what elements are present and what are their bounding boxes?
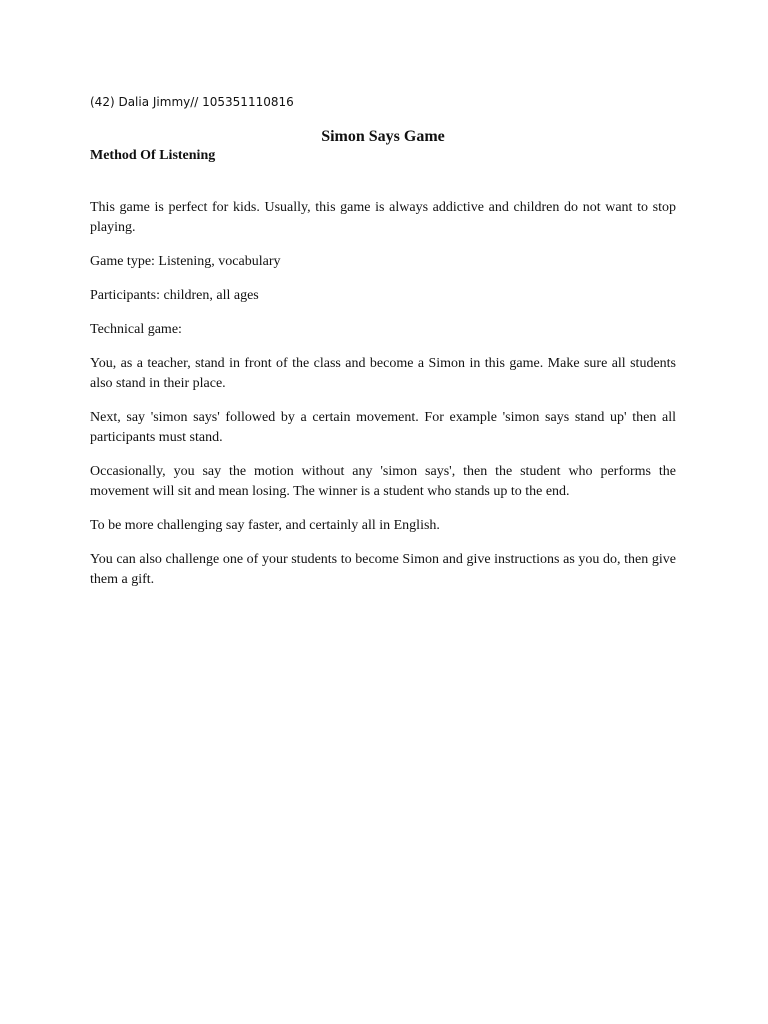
paragraph-game-type: Game type: Listening, vocabulary xyxy=(90,254,281,269)
document-body xyxy=(90,198,676,604)
paragraph-step-3: Occasionally, you say the motion without any 'simon says', then the student who performs the movement will sit and mean losing. The winner is a student who stands up to the end. xyxy=(90,464,676,499)
document-title: Simon Says Game xyxy=(321,128,445,145)
paragraph-step-5: You can also challenge one of your students to become Simon and give instructions as you do, then give them a gift. xyxy=(90,552,676,587)
paragraph-participants: Participants: children, all ages xyxy=(90,288,259,303)
paragraph-intro: This game is perfect for kids. Usually, this game is always addictive and children do not want to stop playing. xyxy=(90,200,676,235)
paragraph-technical: Technical game: xyxy=(90,322,182,337)
paragraph-step-4: To be more challenging say faster, and certainly all in English. xyxy=(90,518,440,533)
paragraph-step-1: You, as a teacher, stand in front of the class and become a Simon in this game. Make sure all students also stand in their place. xyxy=(90,356,676,391)
paragraph-step-2: Next, say 'simon says' followed by a certain movement. For example 'simon says stand up' then all participants must stand. xyxy=(90,410,676,445)
author-line: (42) Dalia Jimmy// 105351110816 xyxy=(90,95,294,109)
document-subtitle: Method Of Listening xyxy=(90,148,216,163)
